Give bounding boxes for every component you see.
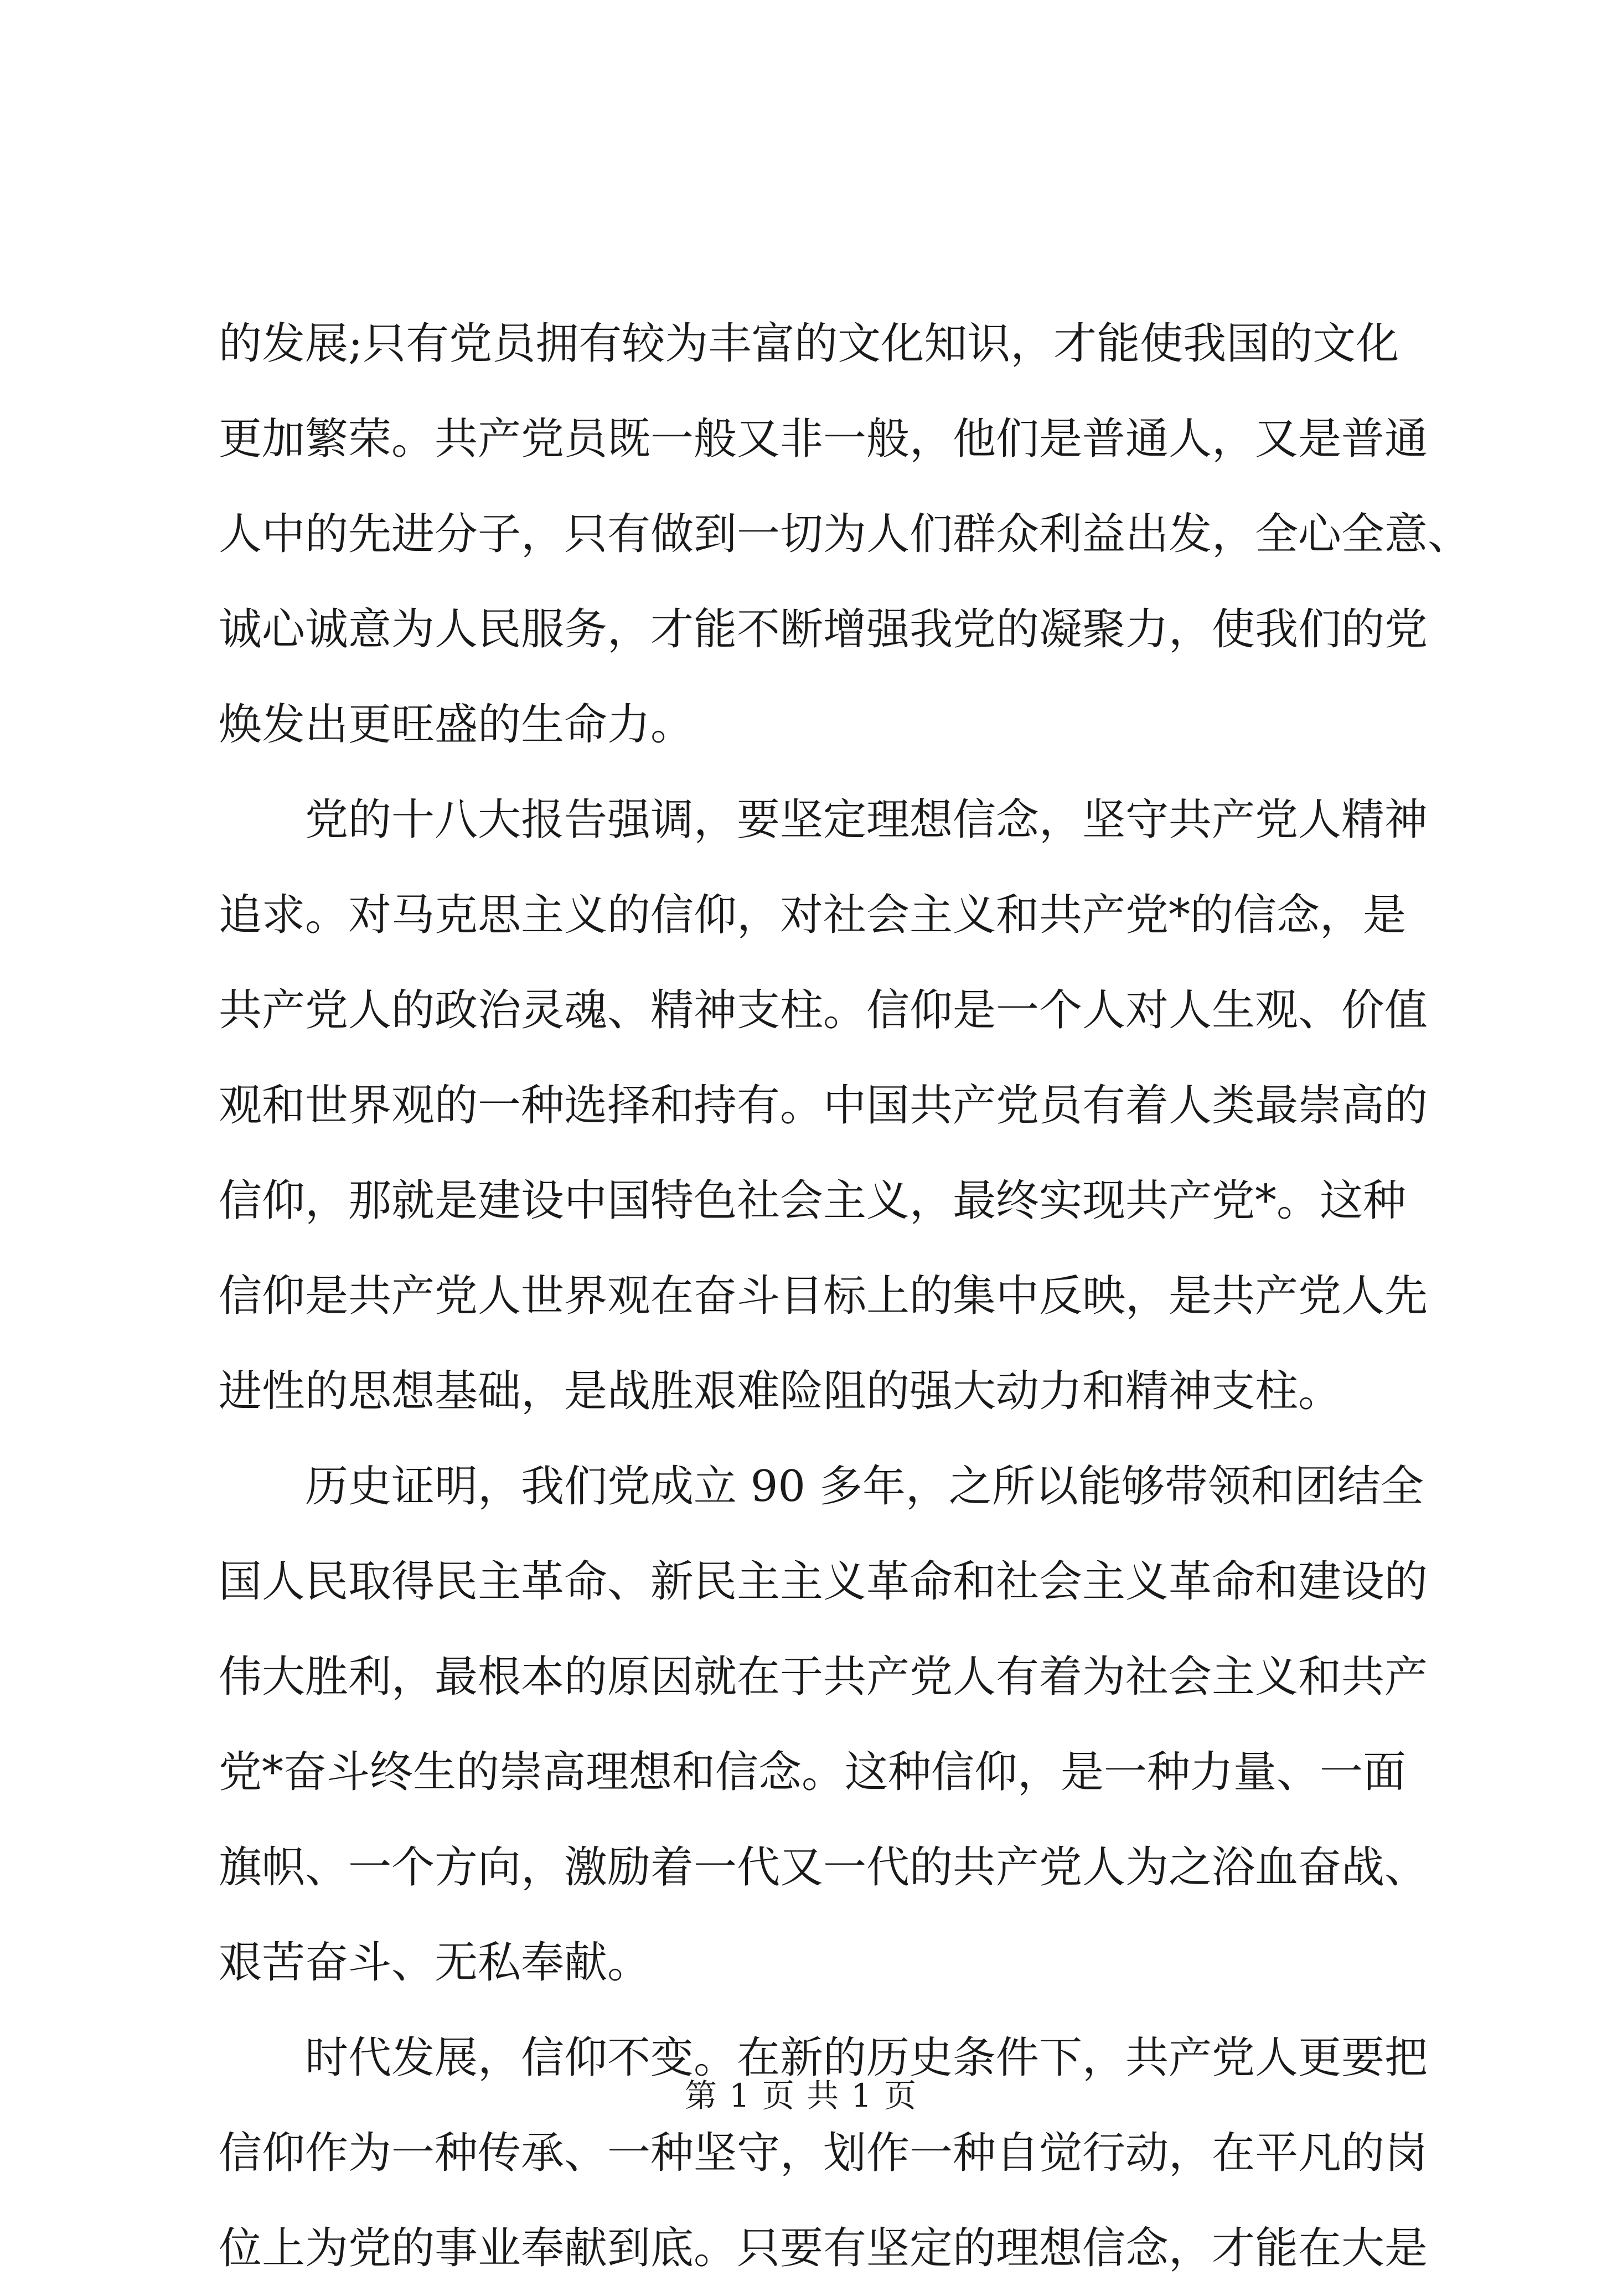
text-line: 位上为党的事业奉献到底。只要有坚定的理想信念，才能在大是 [219, 2223, 1428, 2273]
text-line: 旗帜、一个方向，激励着一代又一代的共产党人为之浴血奋战、 [219, 1843, 1428, 1892]
text-line: 更加繁荣。共产党员既一般又非一般，他们是普通人，又是普通 [219, 414, 1428, 464]
text-line: 历史证明，我们党成立 90 多年，之所以能够带领和团结全 [305, 1462, 1424, 1511]
text-line: 时代发展，信仰不变。在新的历史条件下，共产党人更要把 [305, 2033, 1428, 2083]
document-body [219, 296, 1471, 2296]
text-line: 追求。对马克思主义的信仰，对社会主义和共产党*的信念，是 [219, 890, 1407, 940]
text-line: 进性的思想基础，是战胜艰难险阻的强大动力和精神支柱。 [219, 1366, 1342, 1416]
text-line: 焕发出更旺盛的生命力。 [219, 700, 694, 750]
text-line: 信仰，那就是建设中国特色社会主义，最终实现共产党*。这种 [219, 1176, 1407, 1226]
text-line: 诚心诚意为人民服务，才能不断增强我党的凝聚力，使我们的党 [219, 605, 1428, 654]
text-line: 的发展;只有党员拥有较为丰富的文化知识，才能使我国的文化 [219, 319, 1399, 369]
text-line: 信仰作为一种传承、一种坚守，划作一种自觉行动，在平凡的岗 [219, 2128, 1428, 2178]
text-line: 信仰是共产党人世界观在奋斗目标上的集中反映，是共产党人先 [219, 1271, 1428, 1321]
text-line: 伟大胜利，最根本的原因就在于共产党人有着为社会主义和共产 [219, 1652, 1428, 1702]
text-line: 观和世界观的一种选择和持有。中国共产党员有着人类最崇高的 [219, 1081, 1428, 1131]
text-line: 人中的先进分子，只有做到一切为人们群众利益出发，全心全意、 [219, 509, 1471, 559]
text-line: 党的十八大报告强调，要坚定理想信念，坚守共产党人精神 [305, 795, 1428, 845]
text-line: 艰苦奋斗、无私奉献。 [219, 1938, 651, 1988]
text-line: 党*奋斗终生的崇高理想和信念。这种信仰，是一种力量、一面 [219, 1747, 1407, 1797]
text-line: 共产党人的政治灵魂、精神支柱。信仰是一个人对人生观、价值 [219, 986, 1428, 1035]
page-footer: 第 1 页 共 1 页 [685, 2077, 917, 2114]
text-line: 国人民取得民主革命、新民主主义革命和社会主义革命和建设的 [219, 1557, 1428, 1607]
